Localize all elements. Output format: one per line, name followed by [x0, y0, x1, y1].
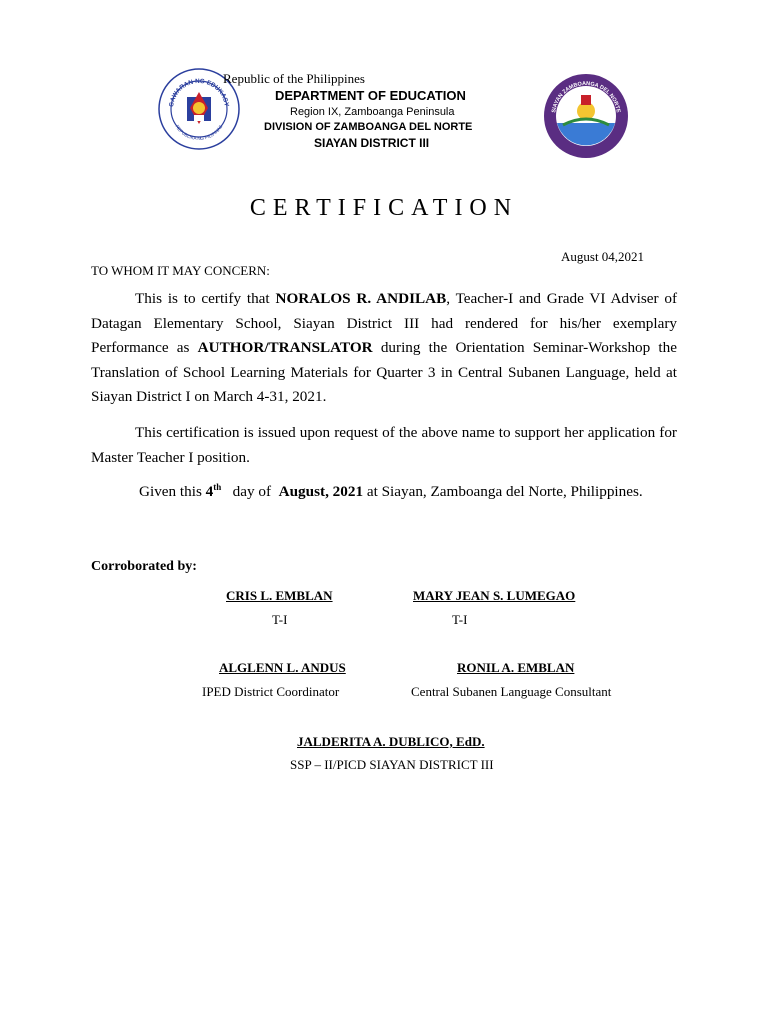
signatory-name: ALGLENN L. ANDUS [219, 660, 346, 675]
signatory-title: SSP – II/PICD SIAYAN DISTRICT III [290, 757, 494, 772]
signatory-name: RONIL A. EMBLAN [457, 660, 575, 675]
svg-text:KAGAWARAN NG EDUKASYON: GAWARAN NG EDUKASY [168, 77, 230, 108]
signatory-name: MARY JEAN S. LUMEGAO [413, 588, 576, 603]
teacher-name: NORALOS R. ANDILAB [275, 290, 447, 307]
corroborated-label: Corroborated by: [91, 559, 197, 574]
salutation: TO WHOM IT MAY CONCERN: [91, 263, 270, 278]
certification-paragraph: This is to certify that NORALOS R. ANDILAB, Teacher-I and Grade VI Adviser of Datagan Elementary School, Siayan District III had rendered for his/her exemplary Performance as AUTHOR/TRANSLATOR during the Orientation Seminar-Workshop the Translation of School Learning Materials for Quarter 3 in Central Subanen Language, held at Siayan District I on March 4-31, 2021. [91, 290, 678, 405]
signatory-title: IPED District Coordinator [202, 684, 340, 699]
document-title: CERTIFICATION [249, 195, 519, 221]
division-text: DIVISION OF ZAMBOANGA DEL NORTE [264, 121, 473, 133]
document-date: August 04,2021 [561, 249, 645, 264]
signatory-name: CRIS L. EMBLAN [226, 588, 333, 603]
svg-text:SIAYAN ZAMBOANGA DEL NORTE: SIAYAN ZAMBOANGA DEL NORTE [551, 80, 621, 114]
role-text: AUTHOR/TRANSLATOR [197, 339, 373, 356]
republic-text: Republic of the Philippines [223, 71, 365, 86]
given-paragraph: Given this 4th day of August, 2021 at Siayan, Zamboanga del Norte, Philippines. [139, 481, 643, 500]
department-title: DEPARTMENT OF EDUCATION [275, 88, 466, 103]
purpose-paragraph: This certification is issued upon request of the above name to support her application for Master Teacher I position. [91, 424, 677, 466]
district-text: SIAYAN DISTRICT III [314, 136, 430, 150]
svg-text:REPUBLIKA NG PILIPINAS: REPUBLIKA NG PILIPINAS [174, 124, 224, 142]
signatory-title: T-I [452, 612, 468, 627]
district-seal-logo [543, 73, 629, 159]
signatory-title: T-I [272, 612, 288, 627]
signatory-title: Central Subanen Language Consultant [411, 684, 612, 699]
signatory-name: JALDERITA A. DUBLICO, EdD. [297, 734, 485, 749]
region-text: Region IX, Zamboanga Peninsula [290, 106, 455, 118]
